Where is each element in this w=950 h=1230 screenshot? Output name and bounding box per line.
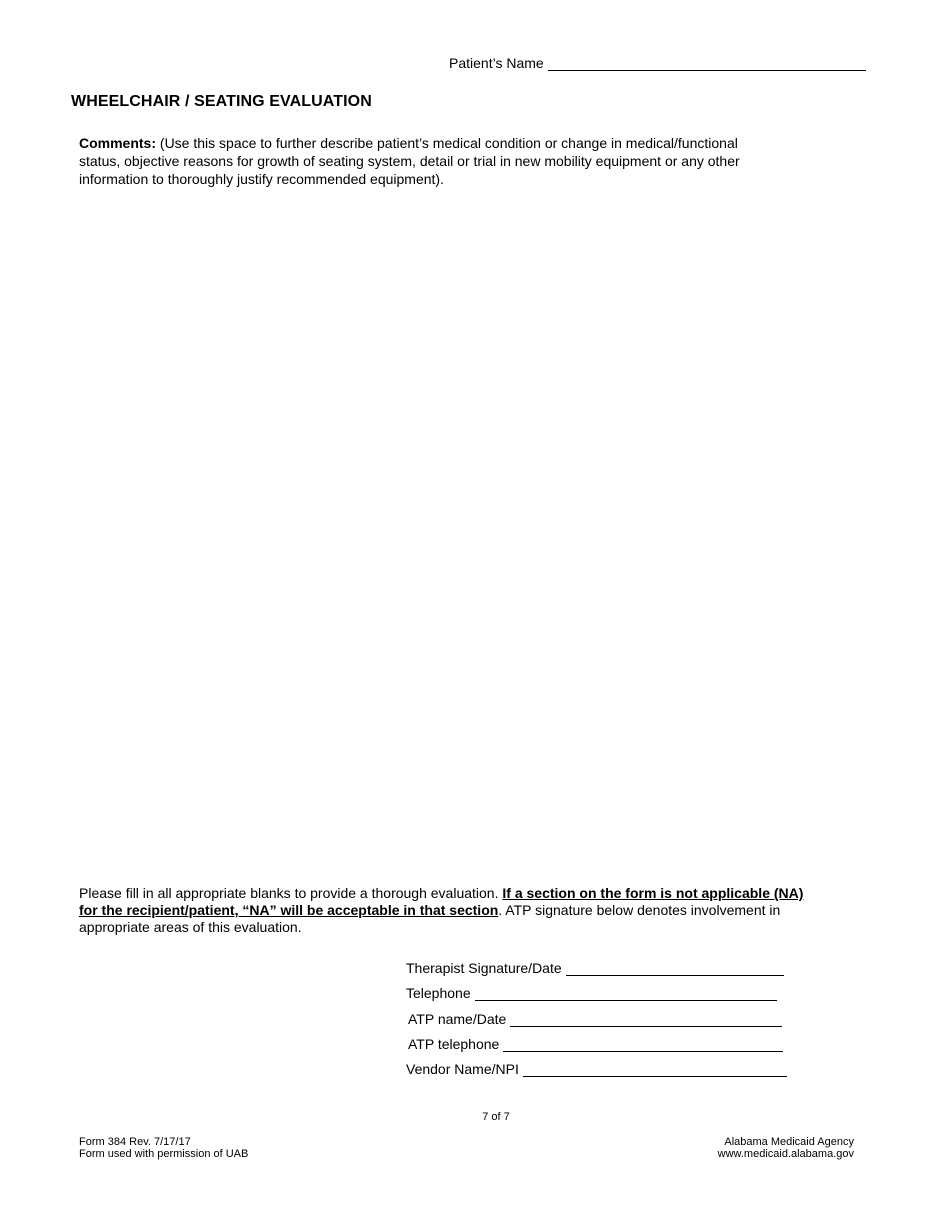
vendor-label: Vendor Name/NPI bbox=[406, 1061, 519, 1077]
agency-website: www.medicaid.alabama.gov bbox=[717, 1148, 854, 1160]
atp-name-label: ATP name/Date bbox=[408, 1011, 507, 1027]
page-number: 7 of 7 bbox=[482, 1111, 510, 1123]
patient-name-label: Patient’s Name bbox=[449, 55, 544, 71]
telephone-field bbox=[406, 985, 777, 1001]
therapist-signature-field bbox=[406, 960, 784, 976]
atp-telephone-field bbox=[408, 1036, 783, 1052]
atp-name-line[interactable] bbox=[510, 1013, 782, 1027]
telephone-label: Telephone bbox=[406, 985, 471, 1001]
patient-name-input-line[interactable] bbox=[548, 56, 866, 71]
agency-name: Alabama Medicaid Agency bbox=[724, 1136, 854, 1148]
patient-name-field bbox=[449, 55, 866, 71]
permission-note: Form used with permission of UAB bbox=[79, 1148, 249, 1160]
instructions-intro: Please fill in all appropriate blanks to provide a thorough evaluation. bbox=[79, 885, 503, 901]
instructions-emphasis: If a section on the form is not applicable (NA) for the recipient/patient, “NA” will be acceptable in that section bbox=[79, 885, 804, 918]
atp-telephone-label: ATP telephone bbox=[408, 1036, 500, 1052]
instructions-rest: . ATP signature below denotes involvement in appropriate areas of this evaluation. bbox=[79, 902, 781, 935]
atp-name-field bbox=[408, 1011, 782, 1027]
atp-telephone-line[interactable] bbox=[503, 1038, 783, 1052]
fill-instructions bbox=[79, 885, 819, 936]
therapist-signature-label: Therapist Signature/Date bbox=[406, 960, 562, 976]
footer-left bbox=[79, 1136, 248, 1160]
comments-area[interactable] bbox=[79, 200, 859, 870]
form-number: Form 384 Rev. 7/17/17 bbox=[79, 1136, 191, 1148]
vendor-line[interactable] bbox=[523, 1063, 787, 1077]
telephone-line[interactable] bbox=[475, 987, 777, 1001]
comments-instructions bbox=[79, 134, 779, 188]
comments-text: (Use this space to further describe patient’s medical condition or change in medical/functional status, objective reasons for growth of seating system, detail or trial in new mobility equipment or any other information to thoroughly justify recommended equipment). bbox=[79, 135, 740, 187]
footer-right bbox=[718, 1136, 854, 1160]
page-title: WHEELCHAIR / SEATING EVALUATION bbox=[71, 93, 372, 110]
comments-label: Comments: bbox=[79, 135, 157, 151]
therapist-signature-line[interactable] bbox=[566, 962, 784, 976]
vendor-field bbox=[406, 1061, 787, 1077]
